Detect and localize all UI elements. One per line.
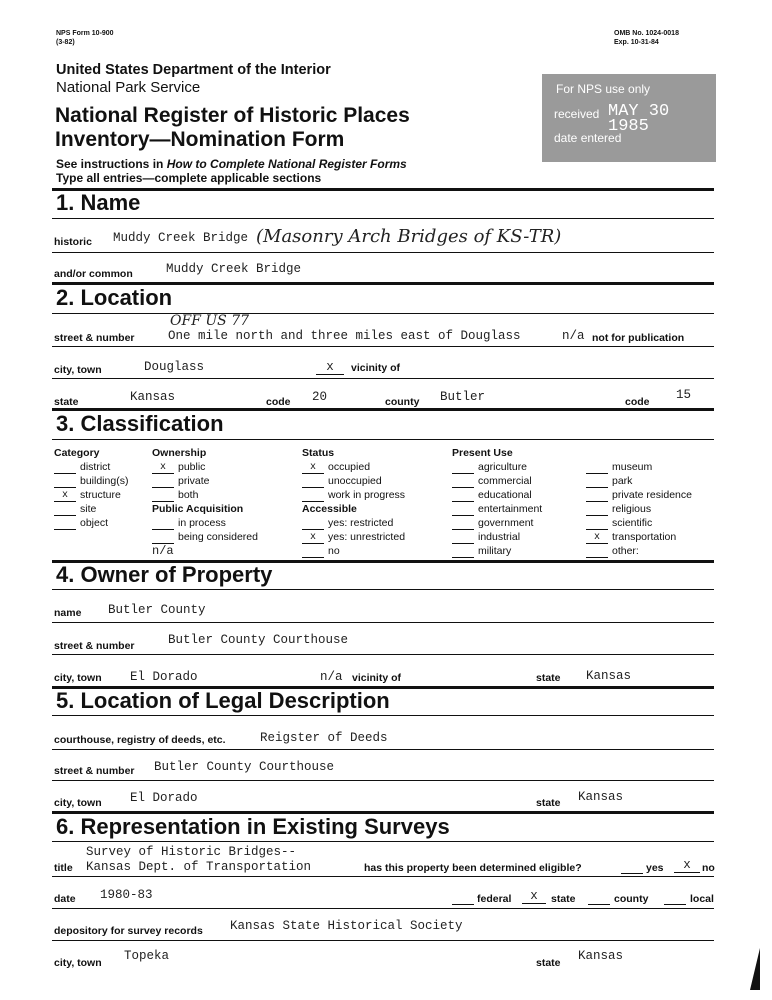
courthouse-label: courthouse, registry of deeds, etc. [54, 734, 226, 746]
historic-handwritten: (Masonry Arch Bridges of KS-TR) [256, 226, 562, 247]
use-religious: religious [586, 502, 692, 516]
eligible-question: has this property been determined eligible? [364, 862, 582, 874]
not-for-publication-label: not for publication [592, 332, 685, 344]
ownership-head: Ownership [152, 447, 207, 459]
state-code-value: 20 [312, 390, 328, 404]
federal-blank[interactable] [452, 903, 474, 905]
city-value: Douglass [144, 360, 205, 374]
owner-name-label: name [54, 607, 82, 619]
federal-label: federal [477, 893, 512, 905]
survey-date-label: date [54, 893, 76, 905]
ownership-public: x public [152, 460, 258, 474]
state-label: state [54, 396, 79, 408]
instructions: See instructions in How to Complete National Register Forms [56, 157, 407, 171]
eligible-yes-blank[interactable] [621, 872, 643, 874]
nps-use-label: For NPS use only [556, 82, 651, 96]
owner-vicinity-label: vicinity of [352, 672, 402, 684]
local-survey-label: local [690, 893, 714, 905]
section-6-title: 6. Representation in Existing Surveys [56, 814, 450, 839]
nps-use-box [542, 74, 716, 162]
use-industrial: industrial [452, 530, 542, 544]
state-survey-mark[interactable]: x [522, 889, 546, 904]
section-2-title: 2. Location [56, 285, 173, 310]
historic-label: historic [54, 236, 92, 248]
section-4-title: 4. Owner of Property [56, 562, 273, 587]
eligible-no-mark[interactable]: x [674, 858, 700, 873]
historic-value: Muddy Creek Bridge [113, 231, 249, 245]
survey-date-value: 1980-83 [100, 888, 153, 902]
omb-number: OMB No. 1024-0018 [614, 30, 679, 37]
received-label: received [554, 107, 600, 121]
section-5-title: 5. Location of Legal Description [56, 688, 390, 713]
owner-city-value: El Dorado [130, 670, 198, 684]
acquisition-being-considered: being considered [152, 530, 258, 544]
use-military: military [452, 544, 542, 558]
common-value: Muddy Creek Bridge [166, 262, 302, 276]
owner-street-label: street & number [54, 640, 135, 652]
depository-state-label: state [536, 957, 561, 969]
eligible-yes-label: yes [646, 862, 664, 874]
county-code-label: code [625, 396, 650, 408]
ownership-private: private [152, 474, 258, 488]
owner-vicinity-na: n/a [320, 670, 343, 684]
status-work-in-progress: work in progress [302, 488, 405, 502]
status-column [302, 446, 405, 558]
instructions-2: Type all entries—complete applicable sections [56, 171, 322, 185]
use-museum: museum [586, 460, 692, 474]
acquisition-in-process: in process [152, 516, 258, 530]
status-head: Status [302, 447, 335, 459]
form-date: (3-82) [56, 39, 75, 46]
legal-state-value: Kansas [578, 790, 624, 804]
street-value: One mile north and three miles east of Douglass [168, 329, 521, 343]
owner-city-label: city, town [54, 672, 102, 684]
category-district: district [54, 460, 128, 474]
present-use-column [452, 446, 542, 558]
status-unoccupied: unoccupied [302, 474, 405, 488]
survey-title-value-1: Survey of Historic Bridges-- [86, 845, 297, 859]
use-agriculture: agriculture [452, 460, 542, 474]
received-stamp: MAY 30 1985 [608, 102, 670, 136]
state-code-label: code [266, 396, 291, 408]
use-entertainment: entertainment [452, 502, 542, 516]
acquisition-na: n/a [152, 544, 174, 558]
survey-title-label: title [54, 862, 73, 874]
county-survey-label: county [614, 893, 649, 905]
category-object: object [54, 516, 128, 530]
street-handwritten: OFF US 77 [170, 313, 250, 329]
corner-mark [750, 948, 760, 990]
expiration: Exp. 10-31-84 [614, 39, 659, 46]
accessible-unrestricted: x yes: unrestricted [302, 530, 405, 544]
category-column [54, 446, 128, 530]
state-survey-label: state [551, 893, 576, 905]
department: United States Department of the Interior [56, 62, 331, 78]
section-1-title: 1. Name [56, 190, 141, 215]
use-educational: educational [452, 488, 542, 502]
category-buildings: building(s) [54, 474, 128, 488]
street-label: street & number [54, 332, 135, 344]
county-value: Butler [440, 390, 486, 404]
use-private-residence: private residence [586, 488, 692, 502]
depository-state-value: Kansas [578, 949, 624, 963]
use-scientific: scientific [586, 516, 692, 530]
legal-street-value: Butler County Courthouse [154, 760, 335, 774]
category-structure: x structure [54, 488, 128, 502]
form-number: NPS Form 10-900 [56, 30, 114, 37]
owner-street-value: Butler County Courthouse [168, 633, 349, 647]
depository-city-label: city, town [54, 957, 102, 969]
date-entered-label: date entered [554, 131, 622, 145]
present-use-head: Present Use [452, 447, 513, 459]
accessible-head: Accessible [302, 503, 357, 515]
owner-state-value: Kansas [586, 669, 632, 683]
use-transportation: x transportation [586, 530, 692, 544]
use-park: park [586, 474, 692, 488]
section-3-title: 3. Classification [56, 411, 224, 436]
local-blank[interactable] [664, 903, 686, 905]
depository-city-value: Topeka [124, 949, 170, 963]
legal-state-label: state [536, 797, 561, 809]
accessible-no: no [302, 544, 405, 558]
eligible-no-label: no [702, 862, 715, 874]
survey-title-value-2: Kansas Dept. of Transportation [86, 860, 312, 874]
page-subtitle: Inventory—Nomination Form [55, 128, 345, 151]
accessible-restricted: yes: restricted [302, 516, 405, 530]
vicinity-mark: x [316, 360, 344, 375]
state-value: Kansas [130, 390, 176, 404]
use-commercial: commercial [452, 474, 542, 488]
category-head: Category [54, 447, 100, 459]
courthouse-value: Reigster of Deeds [260, 731, 388, 745]
category-site: site [54, 502, 128, 516]
owner-name-value: Butler County [108, 603, 206, 617]
present-use-column-2 [586, 460, 692, 558]
county-blank[interactable] [588, 903, 610, 905]
legal-city-label: city, town [54, 797, 102, 809]
legal-city-value: El Dorado [130, 791, 198, 805]
acquisition-head: Public Acquisition [152, 503, 244, 515]
status-occupied: x occupied [302, 460, 405, 474]
service: National Park Service [56, 79, 201, 96]
vicinity-label: vicinity of [351, 362, 401, 374]
ownership-both: both [152, 488, 258, 502]
depository-label: depository for survey records [54, 925, 203, 937]
county-label: county [385, 396, 420, 408]
common-label: and/or common [54, 268, 133, 280]
city-label: city, town [54, 364, 102, 376]
use-other: other: [586, 544, 692, 558]
ownership-column [152, 446, 258, 558]
county-code-value: 15 [676, 388, 692, 402]
street-na: n/a [562, 329, 585, 343]
owner-state-label: state [536, 672, 561, 684]
depository-value: Kansas State Historical Society [230, 919, 463, 933]
use-government: government [452, 516, 542, 530]
page-title: National Register of Historic Places [55, 104, 410, 127]
legal-street-label: street & number [54, 765, 135, 777]
